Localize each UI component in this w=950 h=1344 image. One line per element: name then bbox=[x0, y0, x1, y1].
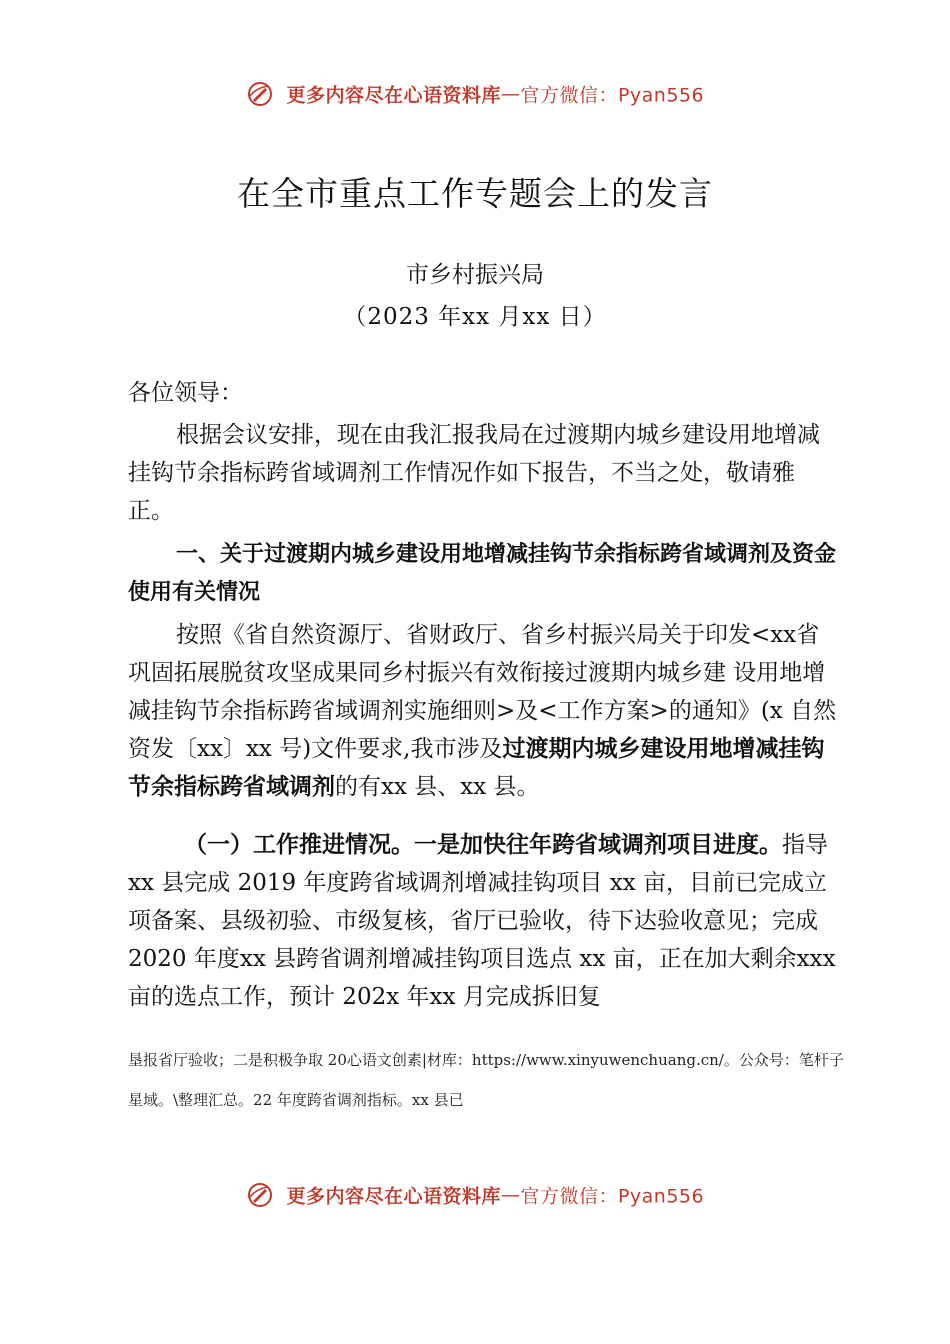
watermark-dash: — bbox=[500, 1184, 521, 1206]
watermark-banner-bottom bbox=[0, 1181, 950, 1209]
document-organization: 市乡村振兴局 bbox=[406, 262, 544, 288]
pen-seal-icon bbox=[246, 1181, 274, 1209]
pen-seal-icon bbox=[246, 80, 274, 108]
intro-paragraph: 根据会议安排，现在由我汇报我局在过渡期内城乡建设用地增减挂钩节余指标跨省域调剂工作情况作如下报告，不当之处，敬请雅正。 bbox=[128, 422, 820, 524]
watermark-dash: — bbox=[500, 83, 521, 105]
section1-text-before: 按照《省自然资源厅、省财政厅、省乡村振兴局关于印发<xx省巩固拓展脱贫攻坚成果同乡村振兴有效衔接过渡期内城乡建 设用地增减挂钩节余指标跨省域调剂实施细则>及<工作方案>的通知》(x 自然资发〔xx〕xx 号)文件要求,我市涉及 bbox=[128, 622, 837, 762]
subsection1-paragraph bbox=[128, 826, 840, 1016]
section1-heading: 一、关于过渡期内城乡建设用地增减挂钩节余指标跨省域调剂及资金使用有关情况 bbox=[128, 542, 837, 605]
subsection1-text: 指导 xx 县完成 2019 年度跨省域调剂增减挂钩项目 xx 亩，目前已完成立项备案、县级初验、市级复核，省厅已验收，待下达验收意见；完成 2020 年度xx 县跨省调剂增减挂钩项目选点 xx 亩，正在加大剩余xxx 亩的选点工作，预计 202x 年xx 月完成拆旧复 bbox=[128, 832, 836, 1010]
watermark-banner-top bbox=[0, 80, 950, 108]
watermark-wechat-text: 官方微信：Pyan556 bbox=[520, 1185, 705, 1208]
document-title: 在全市重点工作专题会上的发言 bbox=[237, 174, 713, 213]
watermark-main-text: 更多内容尽在心语资料库 bbox=[286, 84, 501, 107]
subsection1-lead: （一）工作推进情况。一是加快往年跨省域调剂项目进度。 bbox=[184, 832, 782, 858]
salutation: 各位领导： bbox=[128, 380, 243, 406]
footnote-text: 垦报省厅验收；二是积极争取 20心语文创素|材库：https://www.xinyuwenchuang.cn/。公众号：笔杆子星域。\整理汇总。22 年度跨省调剂指标。xx 县已 bbox=[128, 1051, 844, 1109]
section1-text-bold: 过渡期内城乡建设用地增减挂钩节余指标跨省域调剂 bbox=[128, 736, 825, 800]
watermark-wechat-text: 官方微信：Pyan556 bbox=[520, 84, 705, 107]
section1-text-after: 的有xx 县、xx 县。 bbox=[335, 774, 540, 800]
section1-paragraph bbox=[128, 616, 840, 806]
document-date: （2023 年xx 月xx 日） bbox=[343, 304, 607, 330]
watermark-main-text: 更多内容尽在心语资料库 bbox=[286, 1185, 501, 1208]
